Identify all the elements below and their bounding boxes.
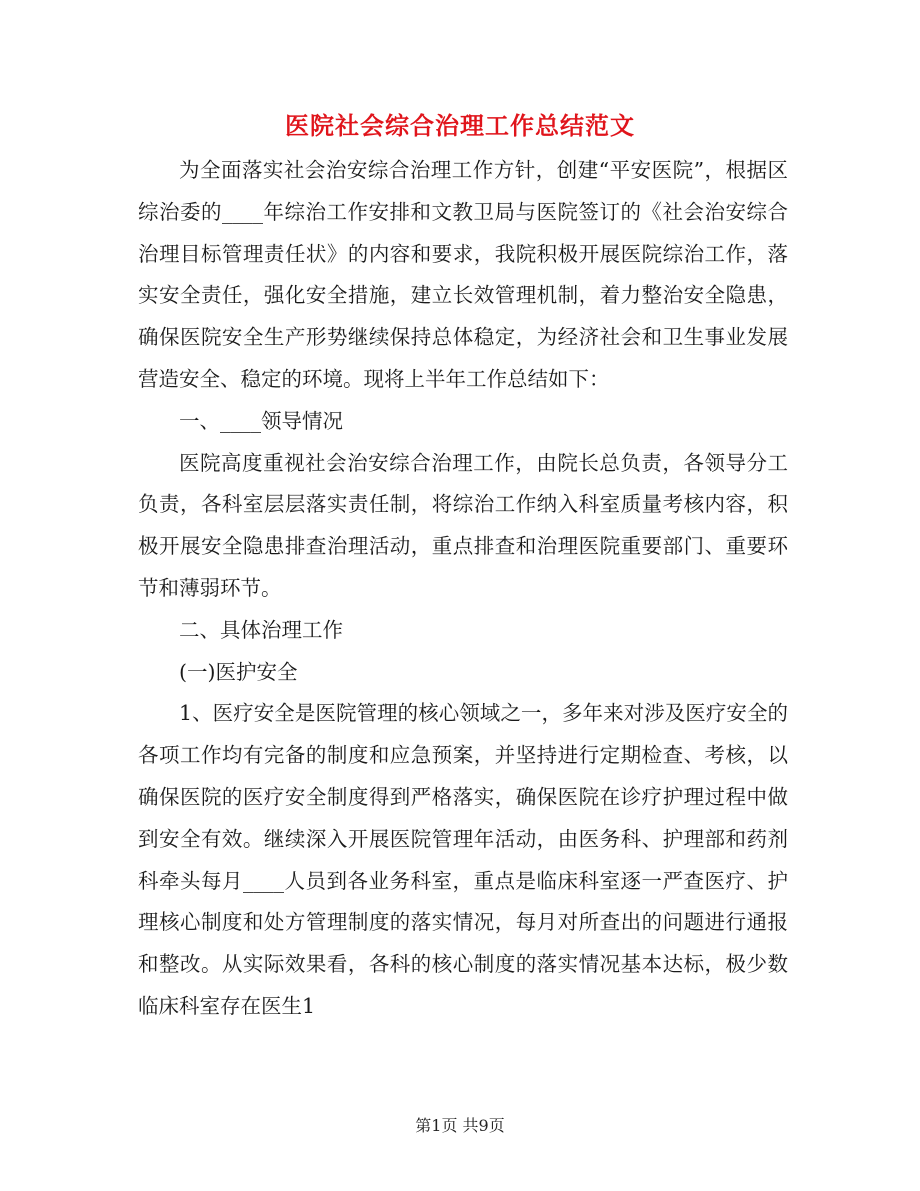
medical-safety-paragraph: 1、医疗安全是医院管理的核心领域之一，多年来对涉及医疗安全的各项工作均有完备的制度和应急预案，并坚持进行定期检查、考核，以确保医院的医疗安全制度得到严格落实，确保医院在诊疗护理过程中做到安全有效。继续深入开展医院管理年活动，由医务科、护理部和药剂科牵头每月____人员到各业务科室，重点是临床科室逐一严查医疗、护理核心制度和处方管理制度的落实情况，每月对所查出的问题进行通报和整改。从实际效果看，各科的核心制度的落实情况基本达标，极少数临床科室存在医生1	[138, 701, 788, 1018]
document-body	[138, 150, 788, 1028]
document-title: 医院社会综合治理工作总结范文	[285, 111, 635, 140]
page-indicator: 第1页 共9页	[415, 1116, 505, 1135]
leadership-paragraph: 医院高度重视社会治安综合治理工作，由院长总负责，各领导分工负责，各科室层层落实责任制，将综治工作纳入科室质量考核内容，积极开展安全隐患排查治理活动，重点排查和治理医院重要部门、重要环节和薄弱环节。	[138, 450, 788, 600]
intro-paragraph: 为全面落实社会治安综合治理工作方针，创建“平安医院”，根据区综治委的____年综治工作安排和文教卫局与医院签订的《社会治安综合治理目标管理责任状》的内容和要求，我院积极开展医院综治工作，落实安全责任，强化安全措施，建立长效管理机制，着力整治安全隐患，确保医院安全生产形势继续保持总体稳定，为经济社会和卫生事业发展营造安全、稳定的环境。现将上半年工作总结如下：	[138, 158, 788, 391]
section-heading-leadership: 一、____领导情况	[179, 408, 343, 433]
subsection-heading-medical-safety: (一)医护安全	[179, 659, 298, 684]
section-heading-governance: 二、具体治理工作	[179, 617, 343, 642]
